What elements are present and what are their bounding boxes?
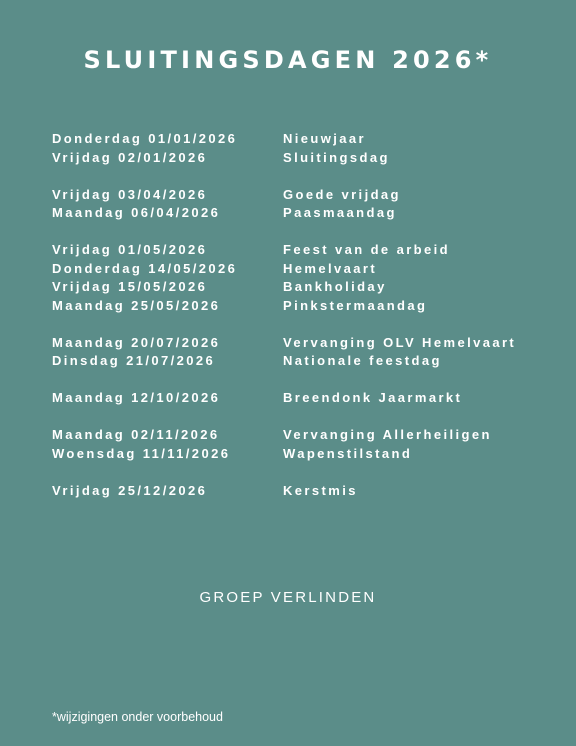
closing-date: Vrijdag 01/05/2026 xyxy=(52,242,208,257)
closing-date: Maandag 12/10/2026 xyxy=(52,390,221,405)
closing-date: Vrijdag 02/01/2026 xyxy=(52,149,208,165)
page-title: SLUITINGSDAGEN 2026* xyxy=(83,46,493,74)
closing-day-row xyxy=(52,278,552,297)
closing-date: Maandag 20/07/2026 xyxy=(52,334,221,350)
closing-group xyxy=(52,130,552,167)
closing-day-row xyxy=(52,334,552,353)
closing-day-row xyxy=(52,130,552,149)
closing-group xyxy=(52,389,552,408)
closing-day-row xyxy=(52,426,552,445)
closing-day-row xyxy=(52,297,552,316)
closing-reason: Breendonk Jaarmarkt xyxy=(283,390,463,405)
closing-reason: Pinkstermaandag xyxy=(283,297,428,313)
closing-date: Maandag 06/04/2026 xyxy=(52,205,221,220)
closing-reason: Feest van de arbeid xyxy=(283,242,450,257)
closing-group xyxy=(52,426,552,463)
closing-day-row xyxy=(52,482,552,501)
closing-day-row xyxy=(52,352,552,371)
closing-reason: Nationale feestdag xyxy=(283,353,442,368)
closing-reason: Bankholiday xyxy=(283,279,387,294)
closing-date: Maandag 02/11/2026 xyxy=(52,427,220,442)
closing-day-row xyxy=(52,260,552,279)
closing-reason: Paasmaandag xyxy=(283,205,397,220)
closing-reason: Goede vrijdag xyxy=(283,186,401,202)
closing-day-row xyxy=(52,204,552,223)
company-name: GROEP VERLINDEN xyxy=(199,589,377,606)
closing-date: Donderdag 14/05/2026 xyxy=(52,260,238,276)
closing-day-row xyxy=(52,241,552,260)
closing-day-row xyxy=(52,445,552,464)
closing-group xyxy=(52,482,552,501)
closing-day-row xyxy=(52,389,552,408)
closing-group xyxy=(52,334,552,371)
disclaimer-note: *wijzigingen onder voorbehoud xyxy=(52,710,223,724)
closing-date: Vrijdag 03/04/2026 xyxy=(52,186,208,202)
closing-day-row xyxy=(52,186,552,205)
closing-reason: Vervanging Allerheiligen xyxy=(283,427,492,442)
closing-reason: Vervanging OLV Hemelvaart xyxy=(283,334,517,350)
closing-date: Woensdag 11/11/2026 xyxy=(52,445,231,461)
closing-day-row xyxy=(52,149,552,168)
closing-date: Vrijdag 15/05/2026 xyxy=(52,279,208,294)
closing-group xyxy=(52,186,552,223)
closing-date: Donderdag 01/01/2026 xyxy=(52,131,238,146)
closing-date: Dinsdag 21/07/2026 xyxy=(52,353,216,368)
closing-days-list xyxy=(52,130,552,519)
closing-group xyxy=(52,241,552,315)
closing-reason: Nieuwjaar xyxy=(283,131,367,146)
closing-reason: Hemelvaart xyxy=(283,260,378,276)
closing-reason: Sluitingsdag xyxy=(283,149,390,165)
closing-date: Vrijdag 25/12/2026 xyxy=(52,482,208,498)
closing-reason: Kerstmis xyxy=(283,482,358,498)
closing-reason: Wapenstilstand xyxy=(283,445,413,461)
closing-date: Maandag 25/05/2026 xyxy=(52,297,221,313)
